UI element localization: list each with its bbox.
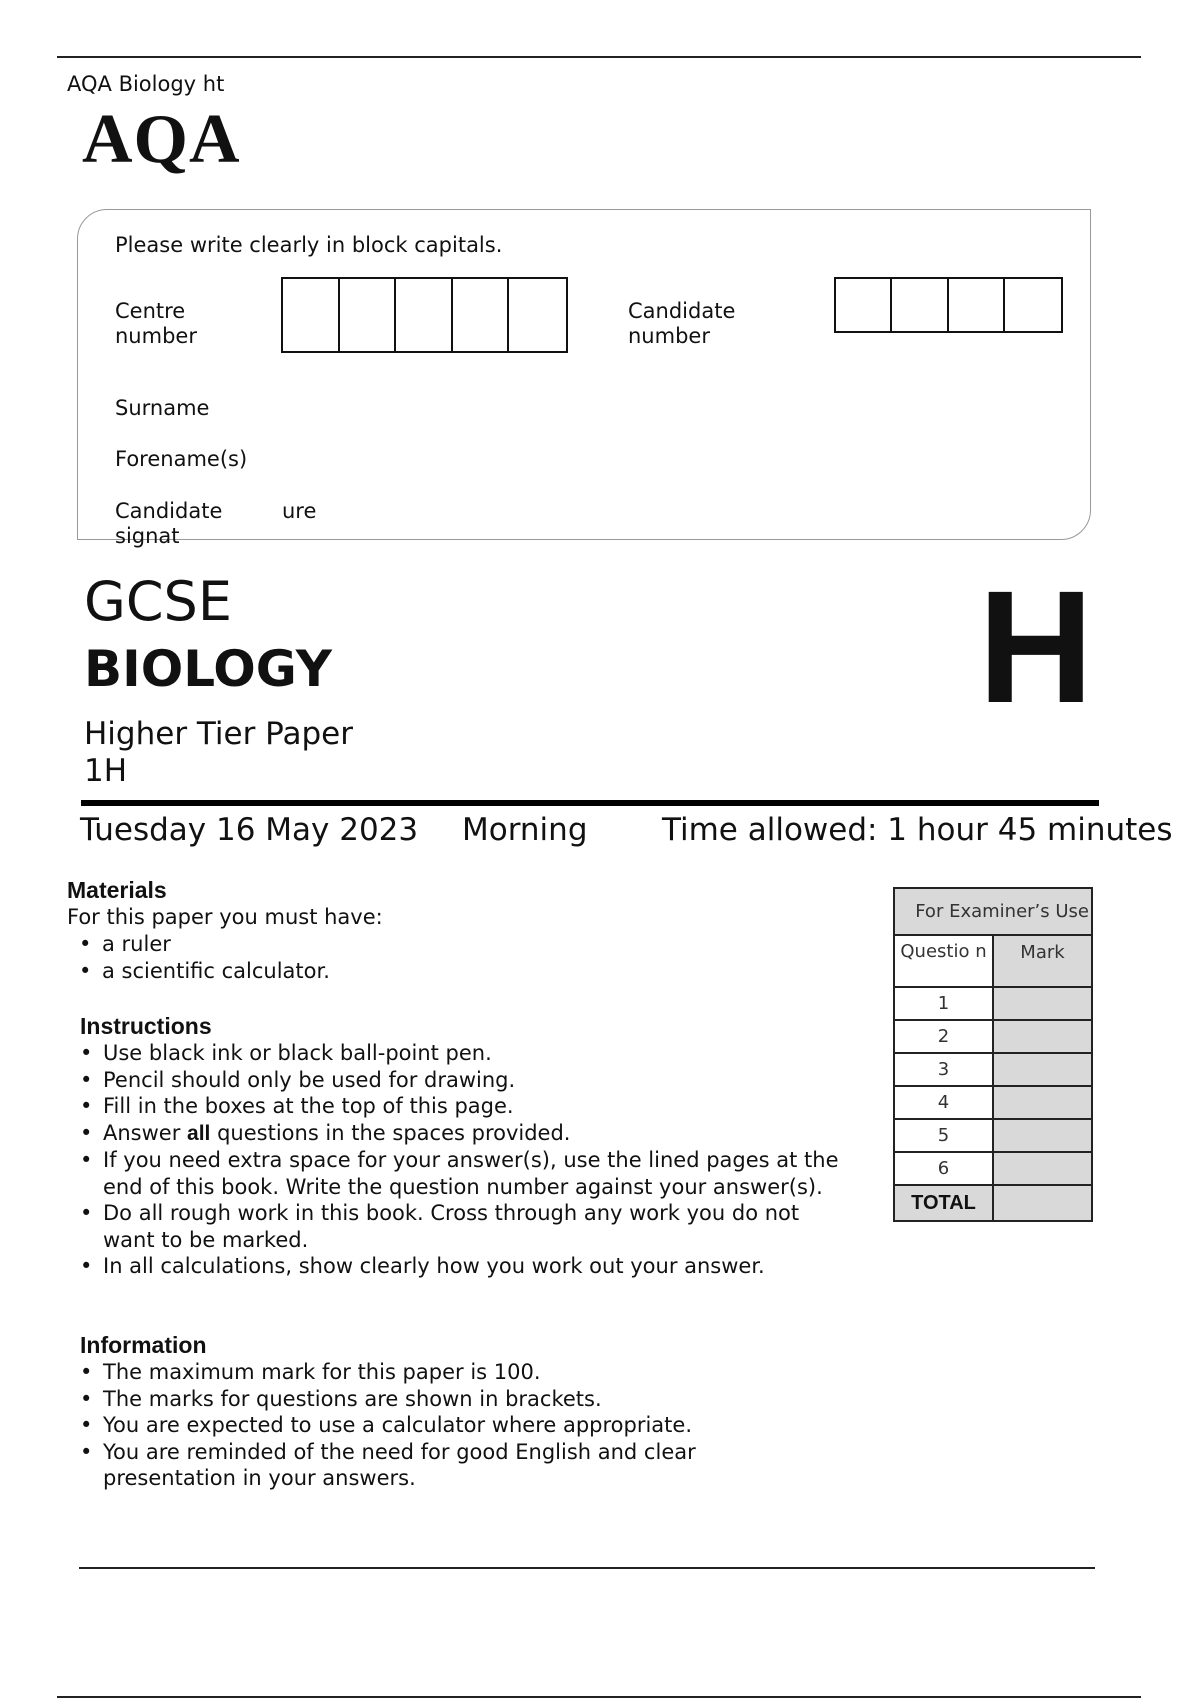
table-row: 5 (894, 1119, 1092, 1152)
doc-label: AQA Biology ht (67, 72, 225, 96)
surname-label: Surname (115, 396, 210, 420)
aqa-logo: AQA (82, 101, 241, 178)
mark-cell (993, 1086, 1092, 1119)
centre-number-label: Centre number (115, 299, 197, 348)
signature-label: Candidate signat (115, 499, 223, 548)
materials-intro: For this paper you must have: (67, 905, 383, 929)
block-capitals-instruction: Please write clearly in block capitals. (115, 233, 503, 257)
candidate-details-box (77, 209, 1091, 540)
table-row: 3 (894, 1053, 1092, 1086)
subject: BIOLOGY (84, 640, 332, 698)
list-item: • If you need extra space for your answer(s), use the lined pages at the end of this book. Write the question number against your answer(s). (80, 1147, 850, 1200)
list-item: • a ruler (79, 931, 857, 958)
title-rule (81, 800, 1099, 806)
list-item: • Use black ink or black ball-point pen. (80, 1040, 850, 1067)
centre-number-input[interactable] (281, 277, 568, 353)
total-cell (993, 1185, 1092, 1221)
mark-cell (993, 987, 1092, 1020)
paper-title: Higher Tier Paper 1H (84, 716, 353, 789)
time-allowed: Time allowed: 1 hour 45 minutes (662, 812, 1173, 848)
list-item: • You are reminded of the need for good English and clear presentation in your answers. (80, 1439, 770, 1492)
bottom-rule (79, 1567, 1095, 1569)
candidate-number-label: Candidate number (628, 299, 736, 348)
list-item: • Fill in the boxes at the top of this page. (80, 1093, 850, 1120)
table-row: 4 (894, 1086, 1092, 1119)
list-item: • You are expected to use a calculator where appropriate. (80, 1412, 770, 1439)
list-item: • Do all rough work in this book. Cross through any work you do not want to be marked. (80, 1200, 850, 1253)
instructions-section (80, 1013, 850, 1280)
mark-cell (993, 1119, 1092, 1152)
tier-letter: H (978, 557, 1094, 736)
candidate-number-input[interactable] (834, 277, 1063, 333)
exam-session: Morning (462, 812, 588, 848)
list-item: • Answer all questions in the spaces provided. (80, 1120, 850, 1148)
mark-cell (993, 1053, 1092, 1086)
table-row: 6 (894, 1152, 1092, 1185)
qualification: GCSE (84, 570, 232, 633)
mark-cell (993, 1020, 1092, 1053)
exam-date: Tuesday 16 May 2023 (80, 812, 419, 848)
examiner-table-title: For Examiner’s Use (894, 888, 1092, 935)
instructions-heading: Instructions (80, 1013, 212, 1039)
signature-label-suffix: ure (282, 499, 317, 523)
list-item: • The maximum mark for this paper is 100. (80, 1359, 770, 1386)
mark-cell (993, 1152, 1092, 1185)
materials-section (67, 877, 857, 984)
examiner-use-table (893, 887, 1093, 1222)
question-header: Questio n (894, 935, 993, 987)
information-section (80, 1332, 770, 1492)
information-heading: Information (80, 1332, 207, 1358)
list-item: • In all calculations, show clearly how you work out your answer. (80, 1253, 850, 1280)
list-item: • Pencil should only be used for drawing. (80, 1067, 850, 1094)
top-rule (57, 56, 1141, 58)
page-end-rule (57, 1696, 1141, 1698)
total-row: TOTAL (894, 1185, 1092, 1221)
table-row: 2 (894, 1020, 1092, 1053)
list-item: • The marks for questions are shown in brackets. (80, 1386, 770, 1413)
forenames-label: Forename(s) (115, 447, 248, 471)
list-item: • a scientific calculator. (79, 958, 857, 985)
table-row: 1 (894, 987, 1092, 1020)
materials-heading: Materials (67, 877, 167, 903)
mark-header: Mark (993, 935, 1092, 987)
